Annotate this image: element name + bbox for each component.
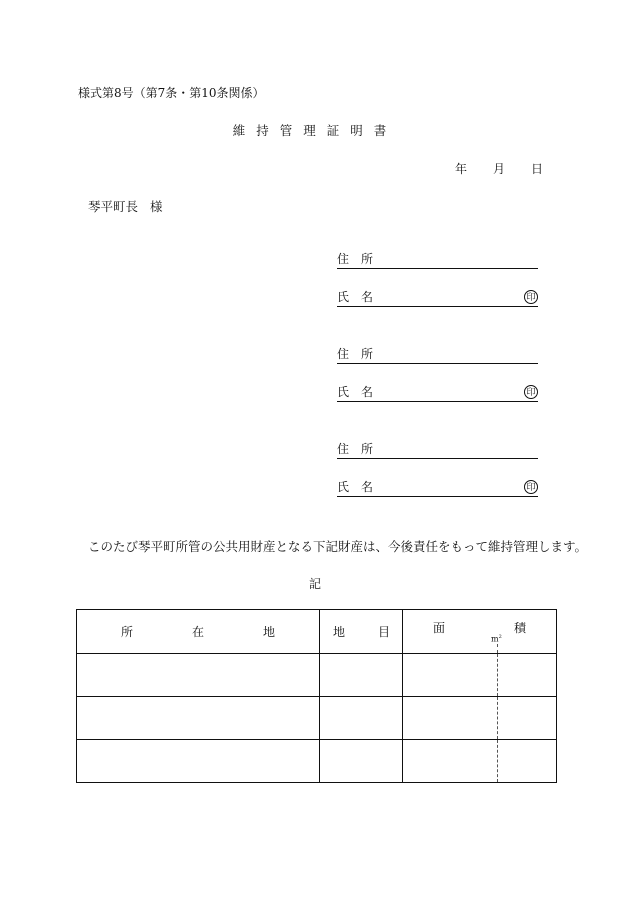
recipient <box>88 197 163 215</box>
name-label: 氏名 <box>337 385 386 399</box>
table-header-row <box>77 610 557 654</box>
decimal-divider <box>497 740 498 782</box>
seal-icon: 印 <box>524 385 538 399</box>
table-row <box>77 740 557 783</box>
recipient-name: 琴平町長 <box>88 199 139 214</box>
header-location-char: 所 <box>121 625 134 639</box>
header-category-char: 目 <box>377 625 390 639</box>
month-label: 月 <box>493 162 506 176</box>
location-cell[interactable] <box>77 740 320 783</box>
area-cell[interactable] <box>403 654 557 697</box>
category-cell[interactable] <box>320 654 403 697</box>
document-title: 維持管理証明書 <box>232 123 398 138</box>
signatory-3-address-field[interactable] <box>337 441 538 459</box>
signatory-1-name-field[interactable] <box>337 289 538 307</box>
seal-icon: 印 <box>524 290 538 304</box>
ki-marker: 記 <box>308 577 321 591</box>
location-cell[interactable] <box>77 654 320 697</box>
year-label: 年 <box>455 162 468 176</box>
category-cell[interactable] <box>320 740 403 783</box>
name-label: 氏名 <box>337 480 386 494</box>
property-table <box>76 609 557 783</box>
address-label: 住所 <box>337 347 386 361</box>
date-line <box>455 160 543 177</box>
table-row <box>77 654 557 697</box>
statement-text: このたび琴平町所管の公共用財産となる下記財産は、今後責任をもって維持管理します。 <box>88 539 588 554</box>
area-unit: $m^2$ <box>491 634 502 644</box>
location-cell[interactable] <box>77 697 320 740</box>
form-number: 様式第8号（第7条・第10条関係） <box>78 86 265 100</box>
address-label: 住所 <box>337 442 386 456</box>
decimal-divider <box>497 654 498 696</box>
signatory-1-address-field[interactable] <box>337 251 538 269</box>
header-area-char: 積 <box>513 621 526 635</box>
name-label: 氏名 <box>337 290 386 304</box>
category-cell[interactable] <box>320 697 403 740</box>
area-cell[interactable] <box>403 740 557 783</box>
table-row <box>77 697 557 740</box>
seal-icon: 印 <box>524 480 538 494</box>
day-label: 日 <box>531 162 544 176</box>
area-cell[interactable] <box>403 697 557 740</box>
signatory-3-name-field[interactable] <box>337 479 538 497</box>
signatory-2-address-field[interactable] <box>337 346 538 364</box>
header-location <box>77 610 320 654</box>
decimal-divider <box>497 644 498 653</box>
decimal-divider <box>497 697 498 739</box>
header-location-char: 在 <box>191 625 204 639</box>
address-label: 住所 <box>337 252 386 266</box>
header-area-char: 面 <box>433 621 446 635</box>
recipient-honorific: 様 <box>150 199 163 214</box>
header-area <box>403 610 557 654</box>
header-category-char: 地 <box>333 625 346 639</box>
signatory-2-name-field[interactable] <box>337 384 538 402</box>
header-location-char: 地 <box>262 625 275 639</box>
header-category <box>320 610 403 654</box>
